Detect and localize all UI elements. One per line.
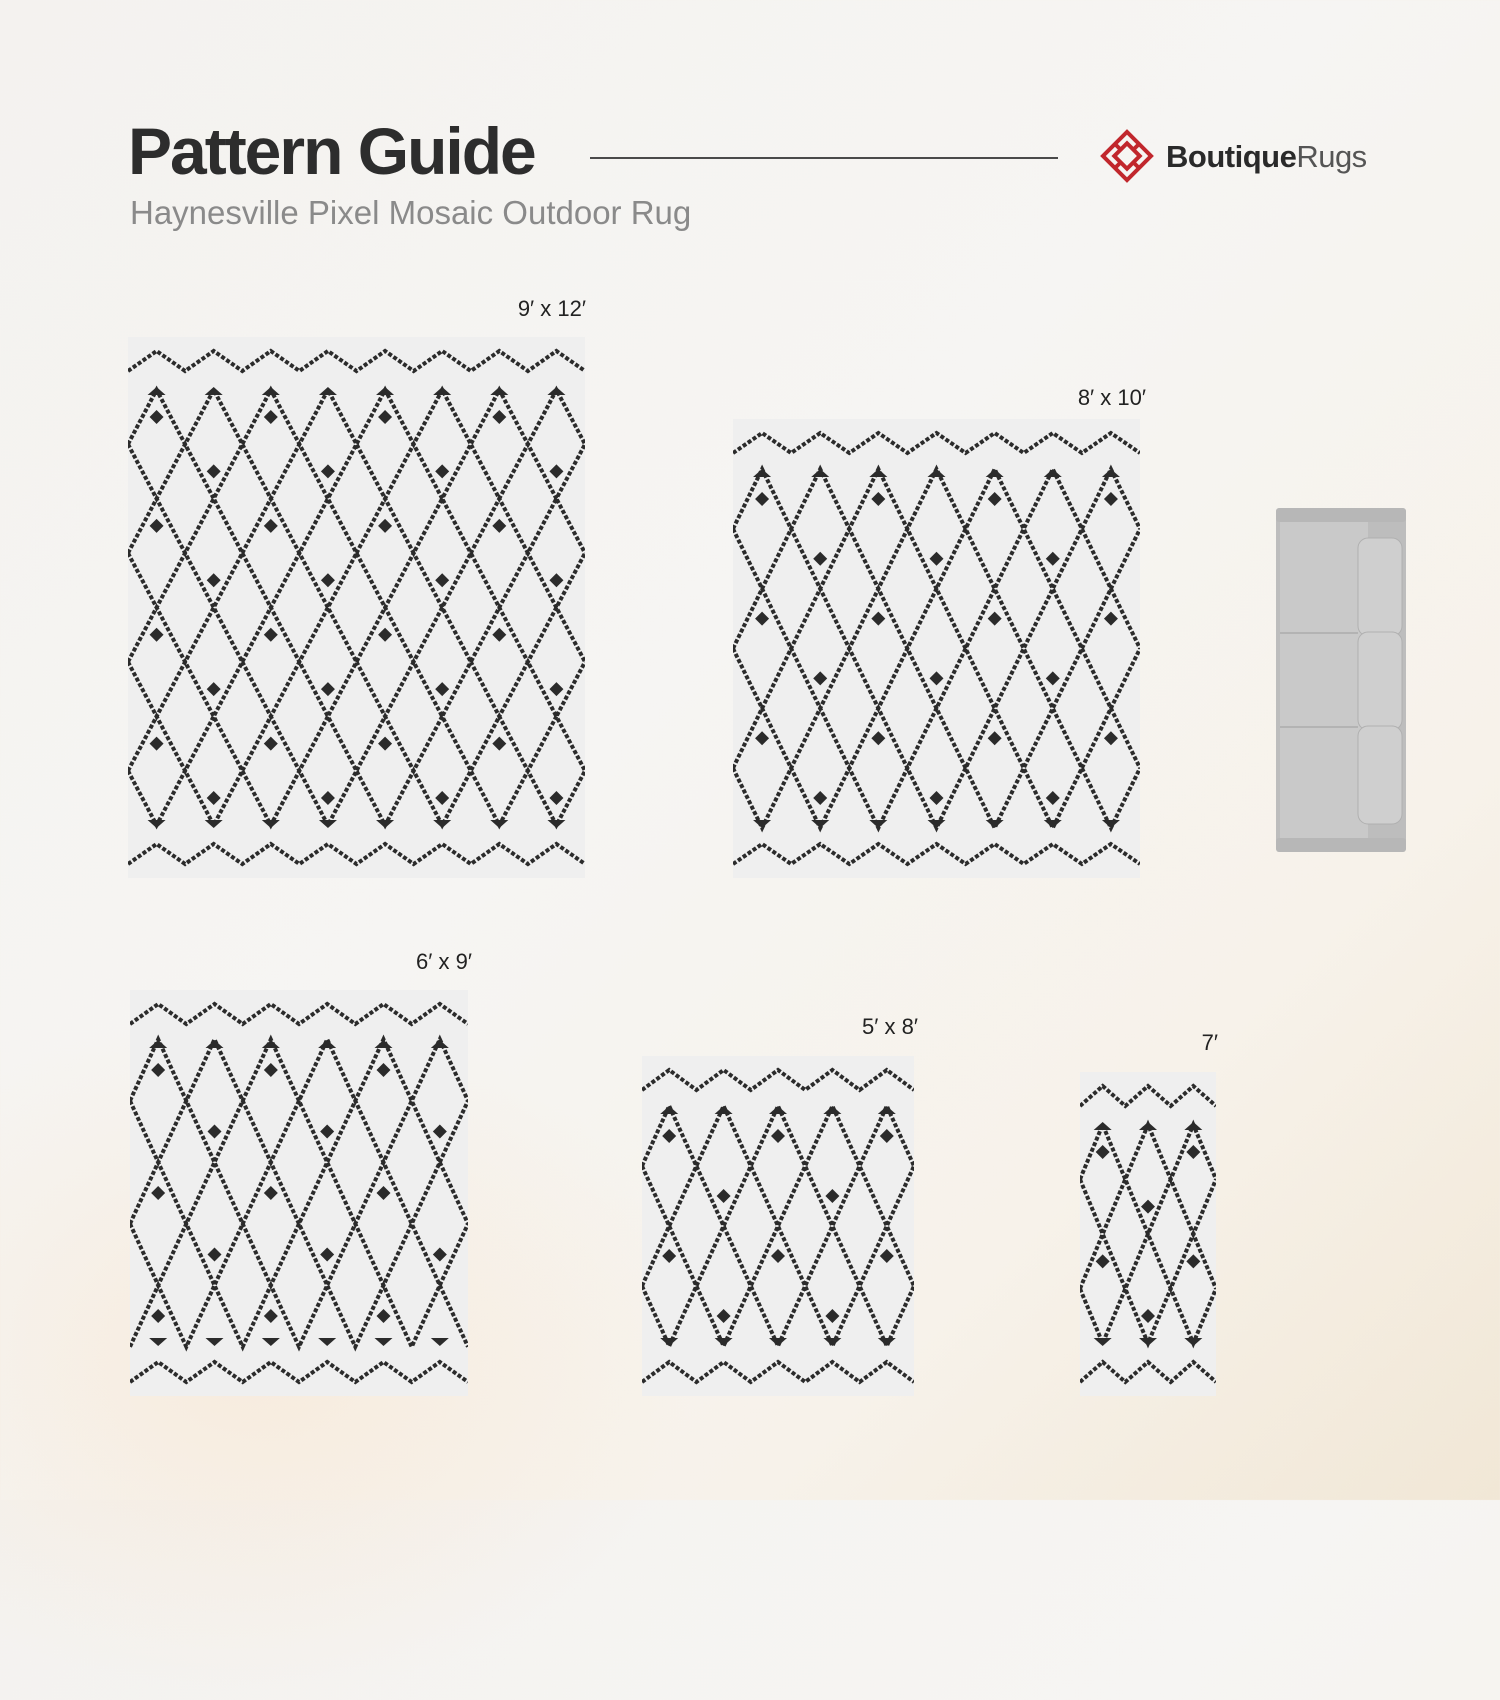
page-title: Pattern Guide [128,114,535,188]
rug-6x9[interactable] [130,990,468,1396]
rug-pattern [130,990,468,1396]
red-diamond-knot-icon [1100,129,1154,183]
size-label-9x12: 9′ x 12′ [517,296,586,321]
rug-9x12[interactable] [128,337,585,878]
brand-logo[interactable] [1100,128,1367,184]
size-label-7: 7′ [1201,1030,1218,1055]
rug-7-runner[interactable] [1080,1072,1216,1396]
rug-pattern [733,419,1140,878]
rug-8x10[interactable] [733,419,1140,878]
rug-5x8[interactable] [642,1056,914,1396]
brand-name-bold: Boutique [1166,138,1297,174]
rug-pattern [1080,1072,1216,1396]
brand-name [1166,138,1367,174]
size-label-5x8: 5′ x 8′ [862,1014,918,1039]
rug-pattern [128,337,585,878]
size-label-6x9: 6′ x 9′ [416,949,472,974]
sofa-topview-icon [1276,508,1406,852]
header-divider [590,157,1058,159]
page-subtitle: Haynesville Pixel Mosaic Outdoor Rug [130,194,692,231]
brand-name-regular: Rugs [1296,138,1367,174]
rug-pattern [642,1056,914,1396]
size-label-8x10: 8′ x 10′ [1077,385,1146,410]
